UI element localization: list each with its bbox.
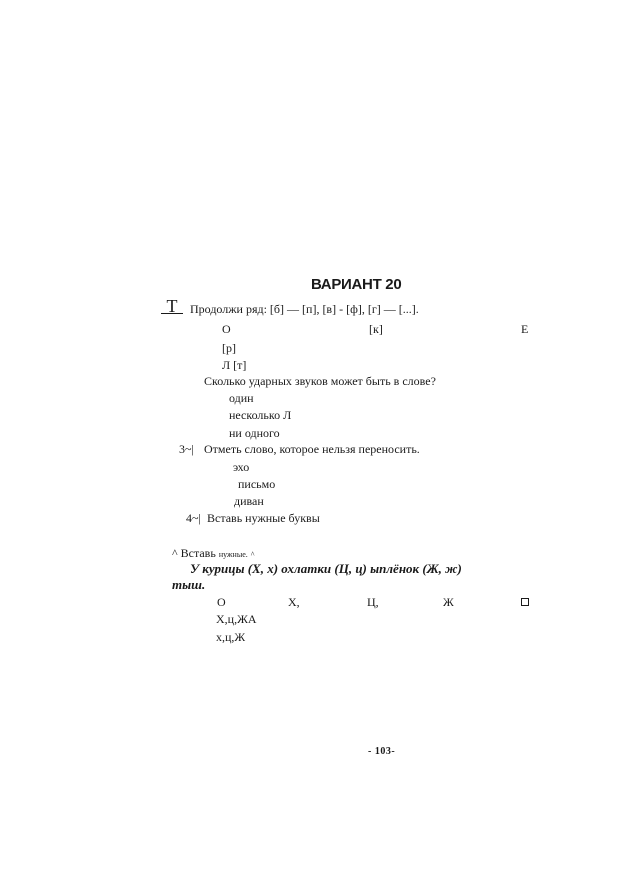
task5-heading: ^ Вставь нужные. ^ [172, 546, 255, 560]
task1-marker: Т [161, 298, 183, 314]
task1-option-c: [р] [222, 341, 236, 355]
page-number: - 103- [368, 746, 396, 757]
task3-number: 3~| [179, 442, 194, 456]
task4-number: 4~| [186, 511, 201, 525]
task2-option-2: несколько Л [229, 408, 292, 422]
task5-option-1-zh: Ж [443, 595, 454, 609]
task1-option-a: [к] [369, 322, 383, 336]
task1-option-d: Л [т] [222, 358, 247, 372]
task2-option-3: ни одного [229, 426, 280, 440]
task4-question: Вставь нужные буквы [207, 511, 320, 525]
task2-option-1: один [229, 391, 254, 405]
task5-option-1-marker: О [217, 595, 226, 609]
task5-option-1-x: Х, [288, 595, 300, 609]
task3-option-1: эхо [233, 460, 250, 474]
task2-question: Сколько ударных звуков может быть в слове? [204, 374, 436, 388]
page-title: ВАРИАНТ 20 [311, 276, 402, 293]
task5-option-2: Х,ц,ЖА [216, 612, 257, 626]
task5-option-3: х,ц,Ж [216, 630, 246, 644]
checkbox-icon [521, 598, 529, 606]
task5-option-1-c: Ц, [367, 595, 379, 609]
task5-small: нужные [218, 550, 246, 559]
task3-question: Отметь слово, которое нельзя переносить. [204, 442, 420, 456]
task3-option-2: письмо [238, 477, 276, 491]
task3-option-3: диван [234, 494, 264, 508]
task5-suffix: ^ [250, 550, 255, 559]
task1-option-a-marker: О [222, 322, 231, 336]
task1-question: Продолжи ряд: [б] — [п], [в] - [ф], [г] — [...]. [190, 302, 419, 316]
task5-prefix: ^ Вставь [172, 546, 216, 560]
task5-sentence-line2: тыш. [172, 577, 206, 592]
task1-option-b-marker: Е [521, 322, 529, 336]
task5-sentence-line1: У курицы (Х, х) охлатки (Ц, ц) ыплёнок (Ж, ж) [190, 561, 462, 576]
